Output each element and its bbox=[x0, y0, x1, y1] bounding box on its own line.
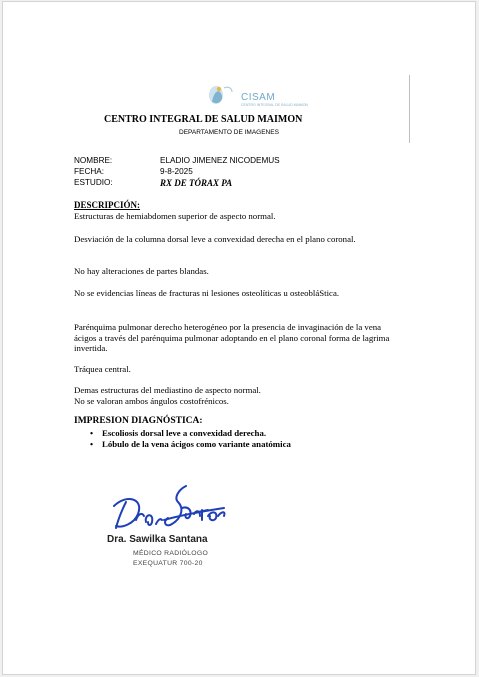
impression-label: IMPRESION DIAGNÓSTICA: bbox=[74, 416, 203, 426]
finding-paragraph: No se valoran ambos ángulos costofrénicos. bbox=[74, 396, 229, 406]
finding-paragraph: No se evidencias líneas de fracturas ni lesiones osteolíticas u osteobláStica. bbox=[74, 288, 340, 298]
description-label: DESCRIPCIÓN: bbox=[74, 200, 141, 210]
margin-line bbox=[409, 75, 410, 143]
finding-paragraph: Desviación de la columna dorsal leve a convexidad derecha en el plano coronal. bbox=[74, 234, 356, 244]
name-label: NOMBRE: bbox=[74, 156, 113, 165]
finding-paragraph: Parénquima pulmonar derecho heterogéneo por la presencia de invaginación de la vena ácigos a través del parénquima pulmonar adoptando en el plano coronal forma de lagrima invertida. bbox=[74, 322, 390, 353]
study-row bbox=[74, 178, 233, 188]
study-value: RX DE TÓRAX PA bbox=[160, 178, 233, 188]
impression-item: • Lóbulo de la vena ácigos como variante anatómica bbox=[90, 439, 291, 449]
finding-paragraph: Tráquea central. bbox=[74, 364, 131, 374]
study-label: ESTUDIO: bbox=[74, 178, 113, 187]
doctor-exequatur: EXEQUATUR 700-20 bbox=[133, 560, 203, 567]
name-row bbox=[74, 156, 280, 165]
impression-item: • Escoliosis dorsal leve a convexidad derecha. bbox=[90, 428, 267, 438]
document-page bbox=[2, 1, 476, 675]
finding-paragraph: Estructuras de hemiabdomen superior de aspecto normal. bbox=[74, 211, 276, 221]
finding-paragraph: No hay alteraciones de partes blandas. bbox=[74, 266, 209, 276]
name-value: ELADIO JIMENEZ NICODEMUS bbox=[160, 156, 280, 165]
doctor-role: MÉDICO RADIÓLOGO bbox=[133, 550, 209, 557]
center-title: CENTRO INTEGRAL DE SALUD MAIMON bbox=[104, 114, 303, 125]
finding-paragraph: Demas estructuras del mediastino de aspecto normal. bbox=[74, 385, 261, 395]
date-row bbox=[74, 167, 193, 176]
logo-text: CISAM bbox=[241, 92, 276, 103]
impression-list bbox=[90, 428, 291, 450]
department-title: DEPARTAMENTO DE IMAGENES bbox=[179, 129, 279, 136]
doctor-name: Dra. Sawilka Santana bbox=[107, 534, 208, 545]
logo-subtext: CENTRO INTEGRAL DE SALUD MAIMON bbox=[241, 103, 308, 107]
date-value: 9-8-2025 bbox=[160, 167, 193, 176]
date-label: FECHA: bbox=[74, 167, 105, 176]
handwritten-signature bbox=[108, 480, 228, 536]
